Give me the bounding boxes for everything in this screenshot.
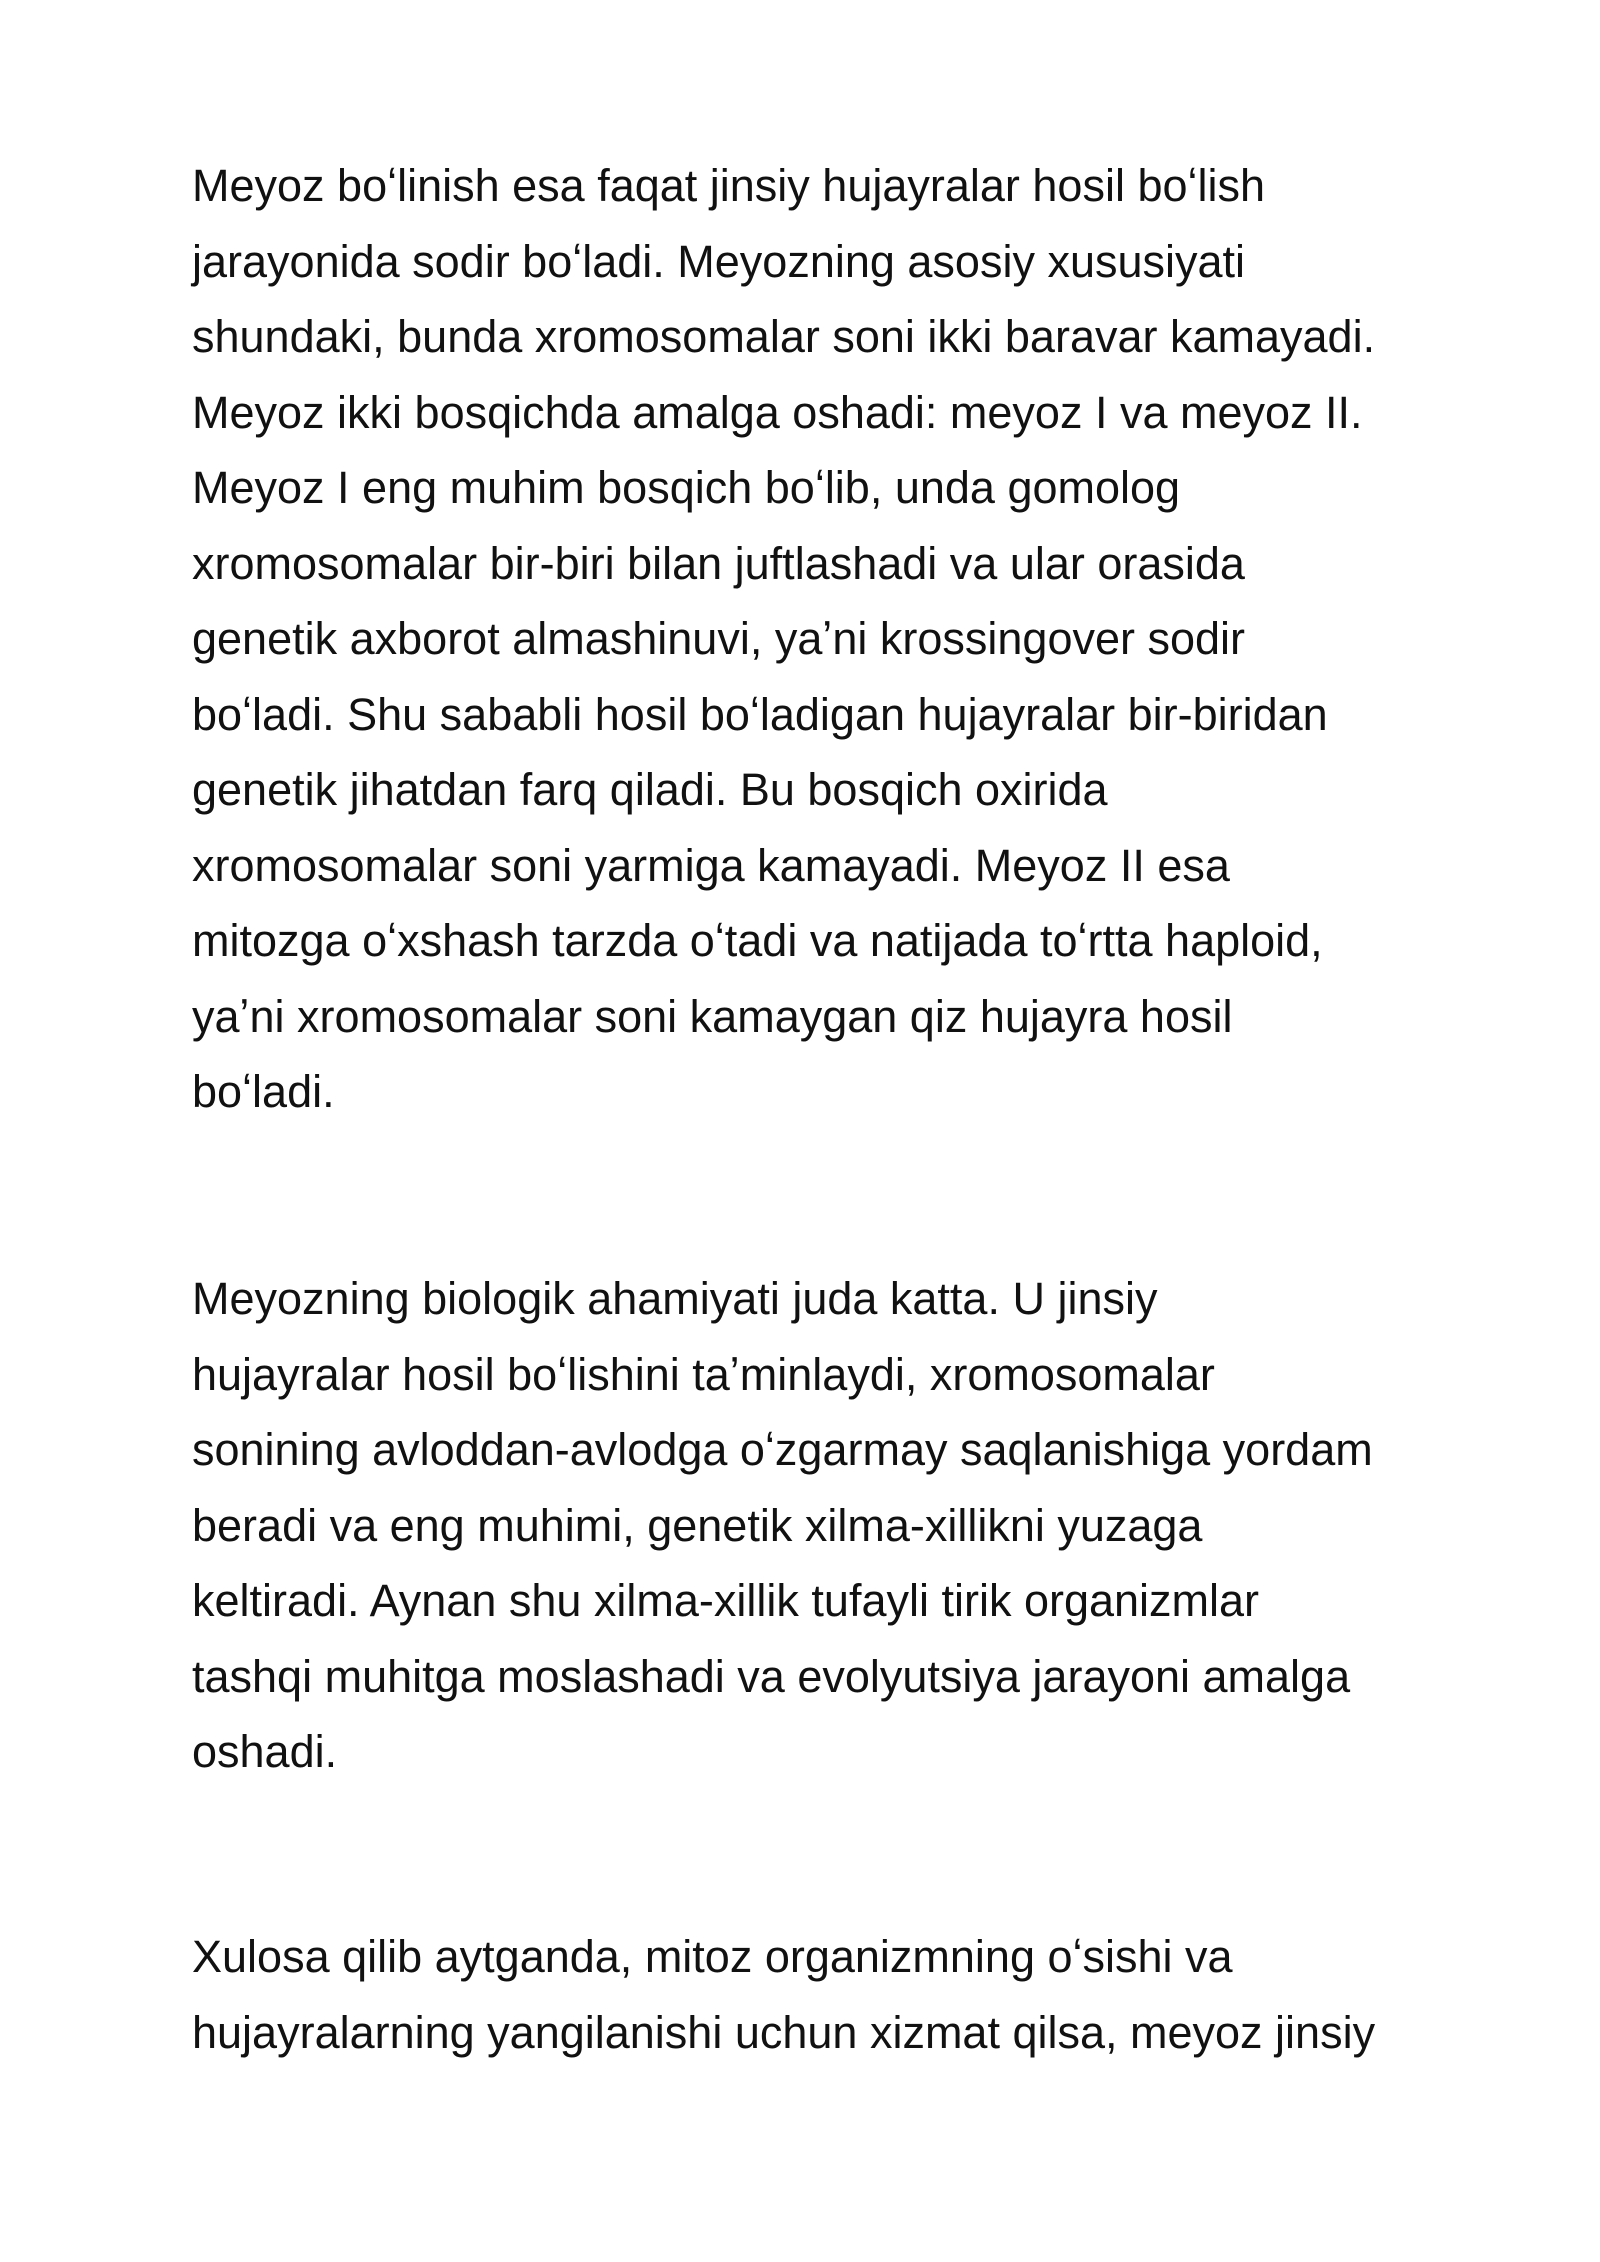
text-line: keltiradi. Aynan shu xilma-xillik tufayli tirik organizmlar [192, 1575, 1260, 1626]
text-line: oshadi. [192, 1726, 338, 1777]
text-line: boʻladi. Shu sababli hosil boʻladigan hujayralar bir-biridan [192, 688, 1328, 740]
text-line: hujayralarning yangilanishi uchun xizmat qilsa, meyoz jinsiy [192, 2006, 1376, 2058]
text-line: hujayralar hosil boʻlishini taʼminlaydi, xromosomalar [192, 1348, 1215, 1400]
text-line: tashqi muhitga moslashadi va evolyutsiya jarayoni amalga [192, 1650, 1351, 1702]
text-line: mitozga oʻxshash tarzda oʻtadi va natijada toʻrtta haploid, [192, 915, 1323, 966]
text-line: boʻladi. [192, 1066, 335, 1117]
paragraph-conclusion [192, 1919, 1532, 2070]
text-line: Meyozning biologik ahamiyati juda katta. U jinsiy [192, 1273, 1158, 1324]
text-line: xromosomalar soni yarmiga kamayadi. Meyoz II esa [192, 839, 1230, 891]
text-line: beradi va eng muhimi, genetik xilma-xillikni yuzaga [192, 1499, 1203, 1551]
text-line: sonining avloddan-avlodga oʻzgarmay saqlanishiga yordam [192, 1424, 1373, 1475]
paragraph-meiosis-division [192, 148, 1532, 1130]
text-line: Meyoz boʻlinish esa faqat jinsiy hujayralar hosil boʻlish [192, 160, 1266, 211]
text-line: Xulosa qilib aytganda, mitoz organizmning oʻsishi va [192, 1931, 1233, 1982]
text-line: genetik jihatdan farq qiladi. Bu bosqich oxirida [192, 764, 1108, 815]
text-line: jarayonida sodir boʻladi. Meyozning asosiy xususiyati [192, 235, 1246, 287]
text-line: xromosomalar bir-biri bilan juftlashadi va ular orasida [192, 537, 1245, 589]
text-line: genetik axborot almashinuvi, yaʼni krossingover sodir [192, 613, 1246, 664]
text-line: Meyoz ikki bosqichda amalga oshadi: meyoz I va meyoz II. [192, 386, 1363, 438]
text-line: yaʼni xromosomalar soni kamaygan qiz hujayra hosil [192, 990, 1233, 1042]
text-line: shundaki, bunda xromosomalar soni ikki baravar kamayadi. [192, 311, 1376, 362]
text-line: Meyoz I eng muhim bosqich boʻlib, unda gomolog [192, 462, 1181, 513]
paragraph-biological-significance [192, 1261, 1532, 1790]
